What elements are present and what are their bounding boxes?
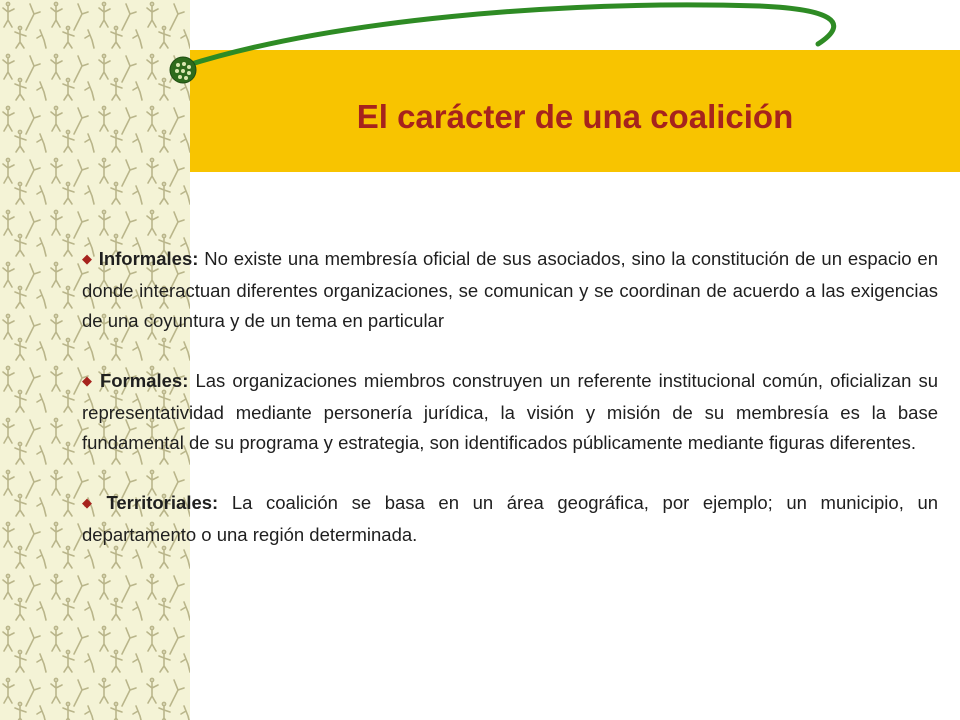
content-body — [82, 244, 938, 580]
item-text: No existe una membresía oficial de sus asociados, sino la constitución de un espacio en donde interactuan diferentes organizaciones, se comunican y se coordinan de acuerdo a las exigencias de una coyuntura y de un tema en particular — [82, 248, 939, 331]
diamond-bullet-icon: ◆ — [82, 251, 93, 266]
dotted-ball-icon — [170, 57, 196, 83]
item-text: Las organizaciones miembros construyen un referente institucional común, oficializan su representatividad mediante personería jurídica, la visión y misión de su membresía es la base fundamental de su programa y estrategia, son identificados públicamente mediante figuras diferentes. — [82, 370, 938, 453]
list-item — [82, 366, 938, 458]
list-item — [82, 244, 938, 336]
diamond-bullet-icon: ◆ — [82, 495, 101, 510]
list-item — [82, 488, 938, 550]
item-term: Formales: — [99, 370, 189, 391]
item-text: La coalición se basa en un área geográfica, por ejemplo; un municipio, un departamento o una región determinada. — [82, 492, 939, 545]
item-term: Informales: — [98, 248, 199, 269]
slide-title: El carácter de una coalición — [356, 98, 794, 135]
diamond-bullet-icon: ◆ — [82, 373, 94, 388]
item-term: Territoriales: — [106, 492, 219, 513]
